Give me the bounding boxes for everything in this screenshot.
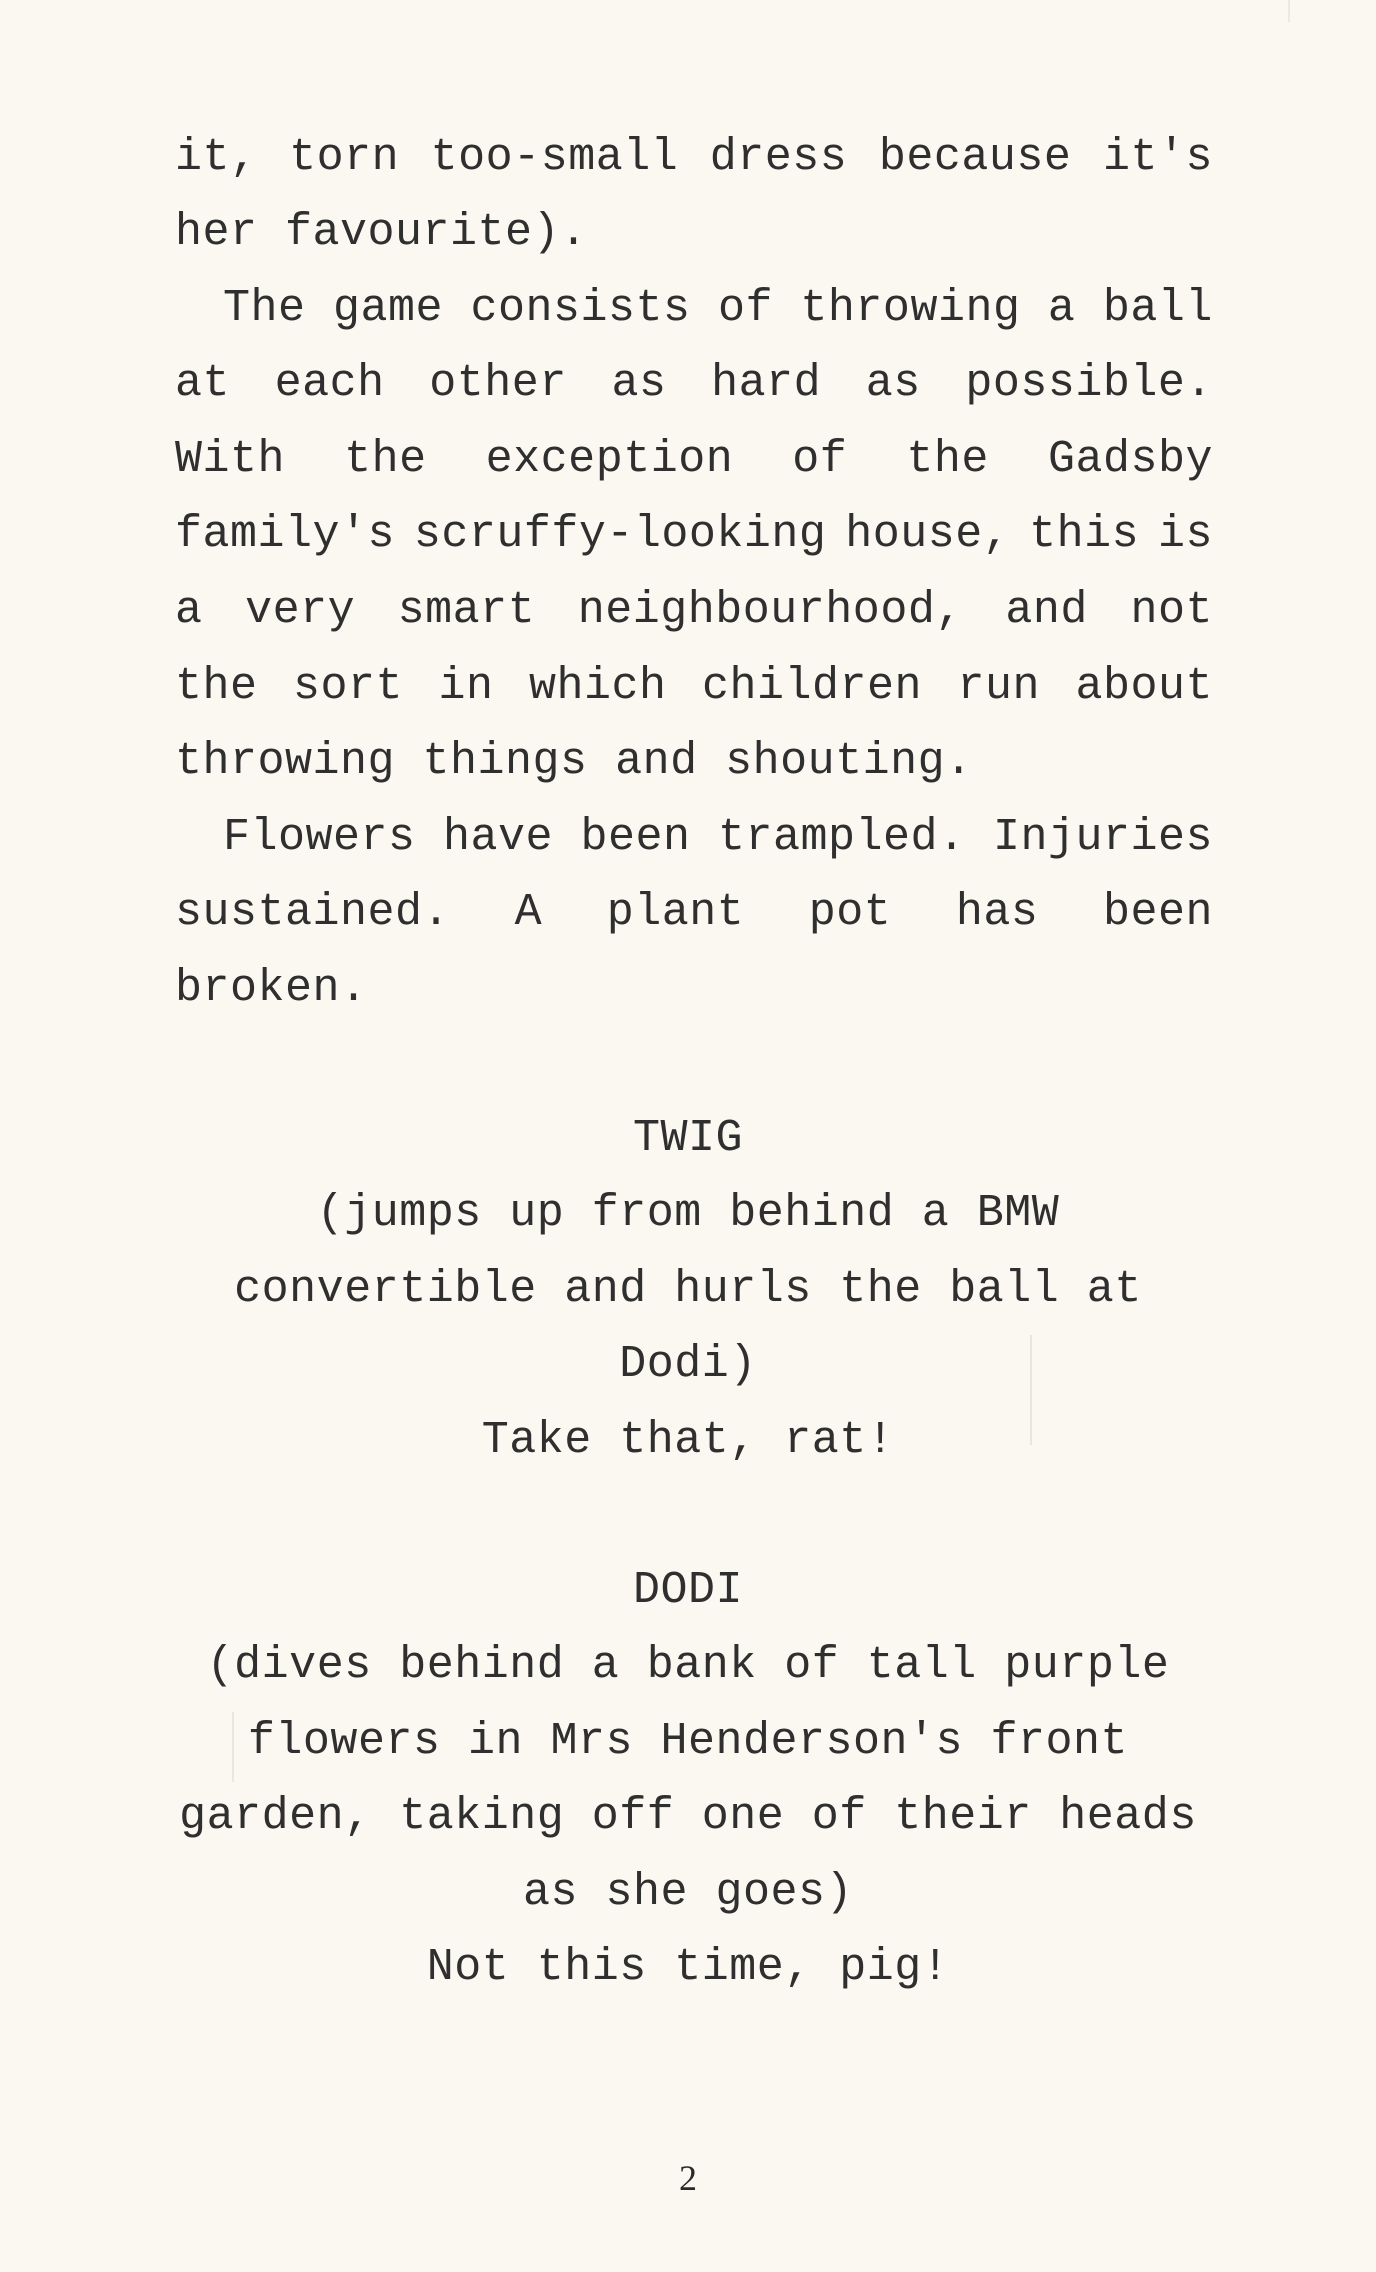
scan-mark: [232, 1712, 234, 1782]
prose-line: The game consists of throwing a ball: [223, 283, 1213, 334]
dialogue-line: Take that, rat!: [481, 1415, 895, 1466]
prose-line: Flowers have been trampled. Injuries: [223, 812, 1213, 863]
stage-direction: as she goes): [522, 1867, 854, 1918]
stage-direction: garden, taking off one of their heads: [179, 1791, 1197, 1842]
stage-direction: (jumps up from behind a BMW: [316, 1188, 1060, 1239]
scan-mark: [1288, 0, 1290, 22]
page-number: 2: [679, 2158, 697, 2198]
scan-mark: [1030, 1335, 1032, 1445]
prose-line: at each other as hard as possible.: [175, 358, 1213, 409]
prose-line: the sort in which children run about: [175, 661, 1213, 712]
prose-line: sustained. A plant pot has been: [175, 887, 1213, 938]
prose-line: family's scruffy-looking house, this is: [175, 509, 1213, 560]
prose-line: it, torn too-small dress because it's: [175, 132, 1213, 183]
prose-line: a very smart neighbourhood, and not: [175, 585, 1213, 636]
prose-line: broken.: [175, 963, 368, 1014]
stage-direction: flowers in Mrs Henderson's front: [247, 1716, 1129, 1767]
prose-line: With the exception of the Gadsby: [175, 434, 1213, 485]
character-name: DODI: [632, 1565, 744, 1616]
dialogue-line: Not this time, pig!: [426, 1942, 950, 1993]
character-name: TWIG: [632, 1113, 744, 1164]
stage-direction: convertible and hurls the ball at: [234, 1264, 1142, 1315]
stage-direction: Dodi): [619, 1339, 757, 1390]
prose-line: throwing things and shouting.: [175, 736, 973, 787]
stage-direction: (dives behind a bank of tall purple: [206, 1640, 1170, 1691]
prose-line: her favourite).: [175, 207, 588, 258]
